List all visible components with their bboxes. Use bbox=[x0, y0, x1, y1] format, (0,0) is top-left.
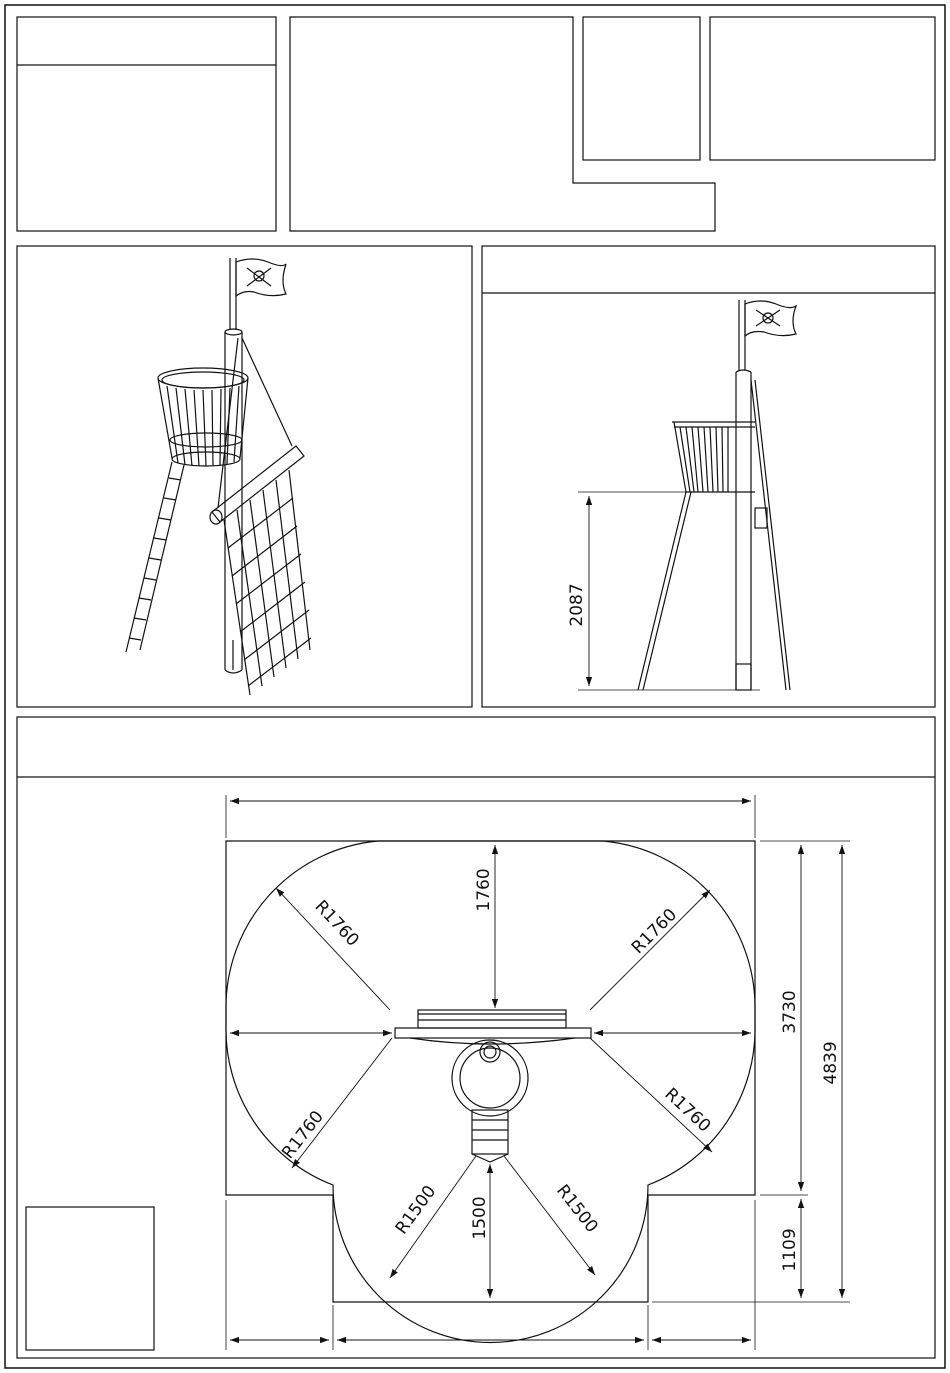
total-depth-label: 4839 bbox=[821, 1041, 841, 1085]
climbing-net bbox=[224, 470, 311, 695]
crows-nest-basket bbox=[158, 368, 248, 466]
view-panels bbox=[17, 246, 935, 1358]
side-view-panel bbox=[482, 246, 935, 707]
lower-depth-label: 1109 bbox=[780, 1228, 800, 1272]
radius-label-lower-right: R1500 bbox=[552, 1181, 602, 1237]
rope-ladder bbox=[126, 462, 184, 652]
title-box-right bbox=[710, 17, 935, 160]
climbing-net-side bbox=[751, 380, 786, 690]
main-depth-label: 3730 bbox=[780, 990, 800, 1034]
pirate-flag-icon bbox=[230, 258, 286, 330]
pirate-flag-icon bbox=[739, 300, 796, 370]
radius-label-top-right: R1760 bbox=[627, 904, 682, 959]
radius-leader-bottom-left bbox=[292, 1038, 392, 1168]
title-block bbox=[17, 17, 935, 231]
radius-label-lower-left: R1500 bbox=[391, 1181, 441, 1239]
plan-legend-box bbox=[26, 1207, 154, 1350]
radius-label-bottom-left: R1760 bbox=[278, 1107, 328, 1163]
title-box-small bbox=[583, 17, 700, 160]
plan-view-drawing bbox=[226, 795, 850, 1350]
side-elevation-illustration bbox=[578, 300, 796, 690]
mast-post bbox=[736, 370, 751, 690]
rope-ladder bbox=[643, 492, 691, 690]
top-clearance-label: 1760 bbox=[474, 868, 494, 912]
crows-nest-basket bbox=[672, 422, 755, 492]
equipment-footprint bbox=[395, 1010, 591, 1162]
plan-dimension-labels bbox=[278, 868, 841, 1271]
rope-ladder bbox=[638, 492, 686, 690]
radius-label-bottom-right: R1760 bbox=[660, 1084, 715, 1137]
radius-label-top-left: R1760 bbox=[310, 896, 363, 951]
sheet-border bbox=[5, 5, 945, 1368]
support-rope bbox=[242, 338, 292, 446]
bottom-clearance-label: 1500 bbox=[470, 1196, 490, 1240]
climbing-net-side bbox=[755, 380, 790, 690]
isometric-view-panel bbox=[17, 246, 472, 707]
radius-leader-bottom-right bbox=[590, 1038, 715, 1152]
title-box-middle bbox=[290, 17, 715, 231]
isometric-tower-illustration bbox=[126, 258, 311, 695]
height-dimension-label: 2087 bbox=[567, 583, 587, 627]
title-box-left bbox=[17, 17, 276, 231]
